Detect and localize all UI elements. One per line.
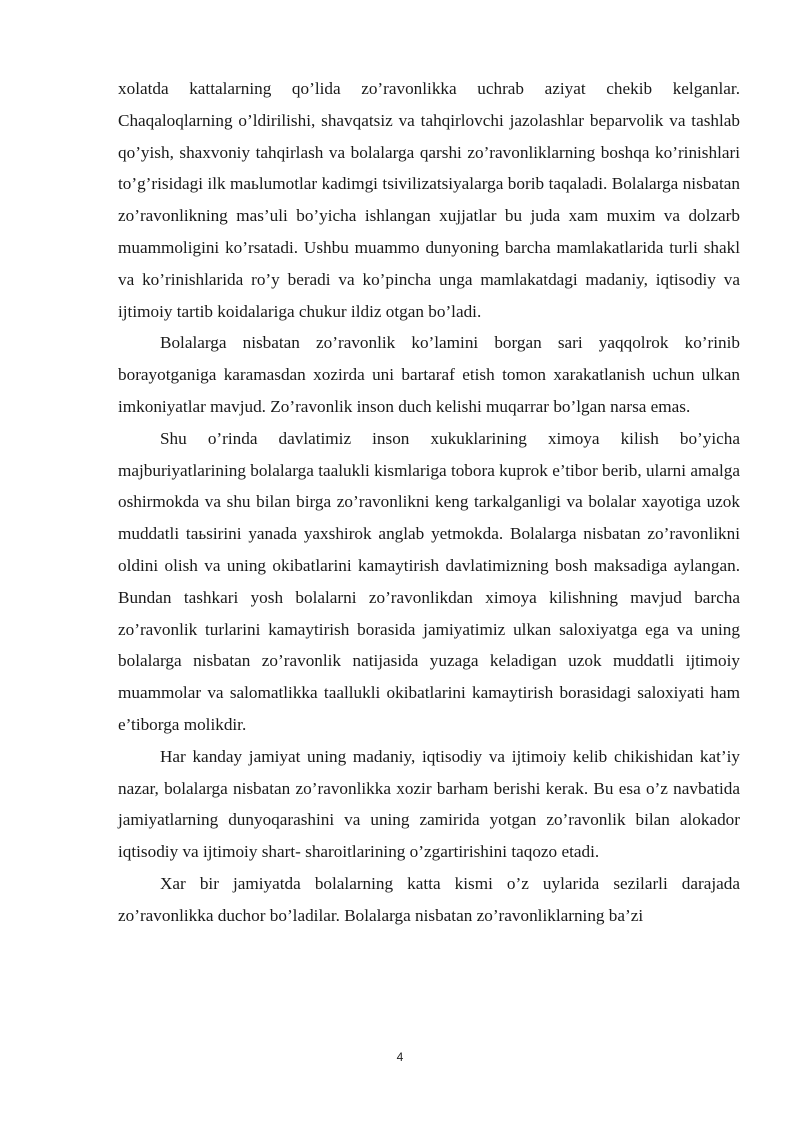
paragraph-1: xolatda kattalarning qo’lida zo’ravonlikka uchrab aziyat chekib kelganlar. Chaqaloqlarning o’ldirilishi, shavqatsiz va tahqirlovchi jazolashlar beparvolik va tashlab qo’yish, shaxvoniy tahqirlash va bolalarga qarshi zo’ravonliklarning boshqa ko’rinishlari to’g’risidagi ilk maьlumotlar kadimgi tsivilizatsiyalarga borib taqaladi. Bolalarga nisbatan zo’ravonlikning mas’uli bo’yicha ishlangan xujjatlar bu juda xam muxim va dolzarb muammoligini ko’rsatadi. Ushbu muammo dunyoning barcha mamlakatlarida turli shakl va ko’rinishlarida ro’y beradi va ko’pincha unga mamlakatdagi madaniy, iqtisodiy va ijtimoiy tartib koidalariga chukur ildiz otgan bo’ladi. <box>118 79 740 321</box>
paragraph-4: Har kanday jamiyat uning madaniy, iqtisodiy va ijtimoiy kelib chikishidan kat’iy nazar, bolalarga nisbatan zo’ravonlikka xozir barham berishi kerak. Bu esa o’z navbatida jamiyatlarning dunyoqarashini va uning zamirida yotgan zo’ravonlik bilan alokador iqtisodiy va ijtimoiy shart- sharoitlarining o’zgartirishini taqozo etadi. <box>118 746 740 862</box>
document-body <box>118 73 740 932</box>
page-number: 4 <box>396 1050 404 1064</box>
paragraph-3: Shu o’rinda davlatimiz inson xukuklarining ximoya kilish bo’yicha majburiyatlarining bolalarga taalukli kismlariga tobora kuprok e’tibor berib, ularni amalga oshirmokda va shu bilan birga zo’ravonlikni keng tarkalganligi va bolalar xayotiga uzok muddatli taьsirini yanada yaxshirok anglab yetmokda. Bolalarga nisbatan zo’ravonlikni oldini olish va uning okibatlarini kamaytirish davlatimizning bosh maksadiga aylangan. Bundan tashkari yosh bolalarni zo’ravonlikdan ximoya kilishning mavjud barcha zo’ravonlik turlarini kamaytirish borasida jamiyatimiz ulkan saloxiyatga ega va uning bolalarga nisbatan zo’ravonlik natijasida yuzaga keladigan uzok muddatli ijtimoiy muammolar va salomatlikka taallukli okibatlarini kamaytirish borasidagi saloxiyati ham e’tiborga molikdir. <box>118 428 740 734</box>
paragraph-5: Xar bir jamiyatda bolalarning katta kismi o’z uylarida sezilarli darajada zo’ravonlikka duchor bo’ladilar. Bolalarga nisbatan zo’ravonliklarning ba’zi <box>118 873 740 925</box>
paragraph-2: Bolalarga nisbatan zo’ravonlik ko’lamini borgan sari yaqqolrok ko’rinib borayotganiga karamasdan xozirda uni bartaraf etish tomon xarakatlanish uchun ulkan imkoniyatlar mavjud. Zo’ravonlik inson duch kelishi muqarrar bo’lgan narsa emas. <box>118 333 740 416</box>
